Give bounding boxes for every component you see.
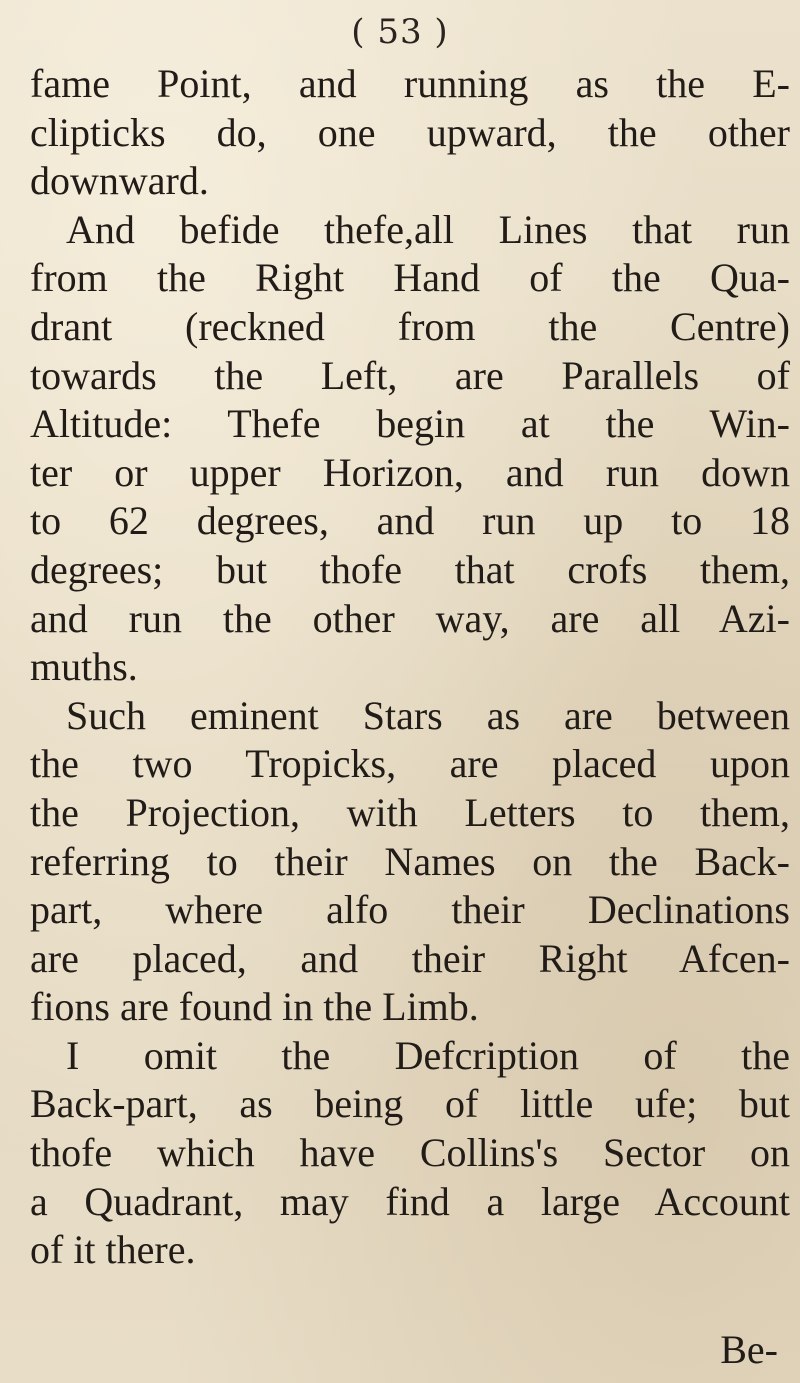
text-line: Such eminent Stars as are between — [66, 692, 790, 738]
text-line: degrees; but thofe that crofs them, — [30, 546, 790, 592]
text-line: downward. — [30, 158, 209, 204]
text-line: are placed, and their Right Afcen- — [30, 935, 790, 981]
text-line: Altitude: Thefe begin at the Win- — [30, 401, 790, 447]
text-line: fame Point, and running as the E- — [30, 61, 790, 106]
text-line: towards the Left, are Parallels of — [30, 352, 790, 398]
text-line: drant (reckned from the Centre) — [30, 303, 790, 349]
text-line: referring to their Names on the Back- — [30, 838, 790, 884]
text-line: thofe which have Collins's Sector on — [30, 1130, 790, 1176]
text-line: a Quadrant, may find a large Account — [30, 1178, 790, 1224]
body-text — [30, 60, 790, 1275]
text-line: part, where alfo their Declinations — [30, 887, 790, 933]
text-line: fions are found in the Limb. — [30, 984, 479, 1030]
text-line: I omit the Defcription of the — [66, 1032, 790, 1078]
text-line: ter or upper Horizon, and run down — [30, 449, 790, 495]
text-line: to 62 degrees, and run up to 18 — [30, 498, 790, 544]
catchword: Be- — [720, 1327, 778, 1372]
text-line: clipticks do, one upward, the other — [30, 109, 790, 155]
text-line: Back-part, as being of little ufe; but — [30, 1081, 790, 1127]
page-number: ( 53 ) — [351, 12, 449, 52]
text-line: muths. — [30, 644, 138, 690]
text-line: And befide thefe,all Lines that run — [66, 206, 790, 252]
text-line: and run the other way, are all Azi- — [30, 595, 790, 641]
text-line: the two Tropicks, are placed upon — [30, 741, 790, 787]
text-line: the Projection, with Letters to them, — [30, 789, 790, 835]
text-line: from the Right Hand of the Qua- — [30, 255, 790, 301]
text-line: of it there. — [30, 1227, 196, 1273]
